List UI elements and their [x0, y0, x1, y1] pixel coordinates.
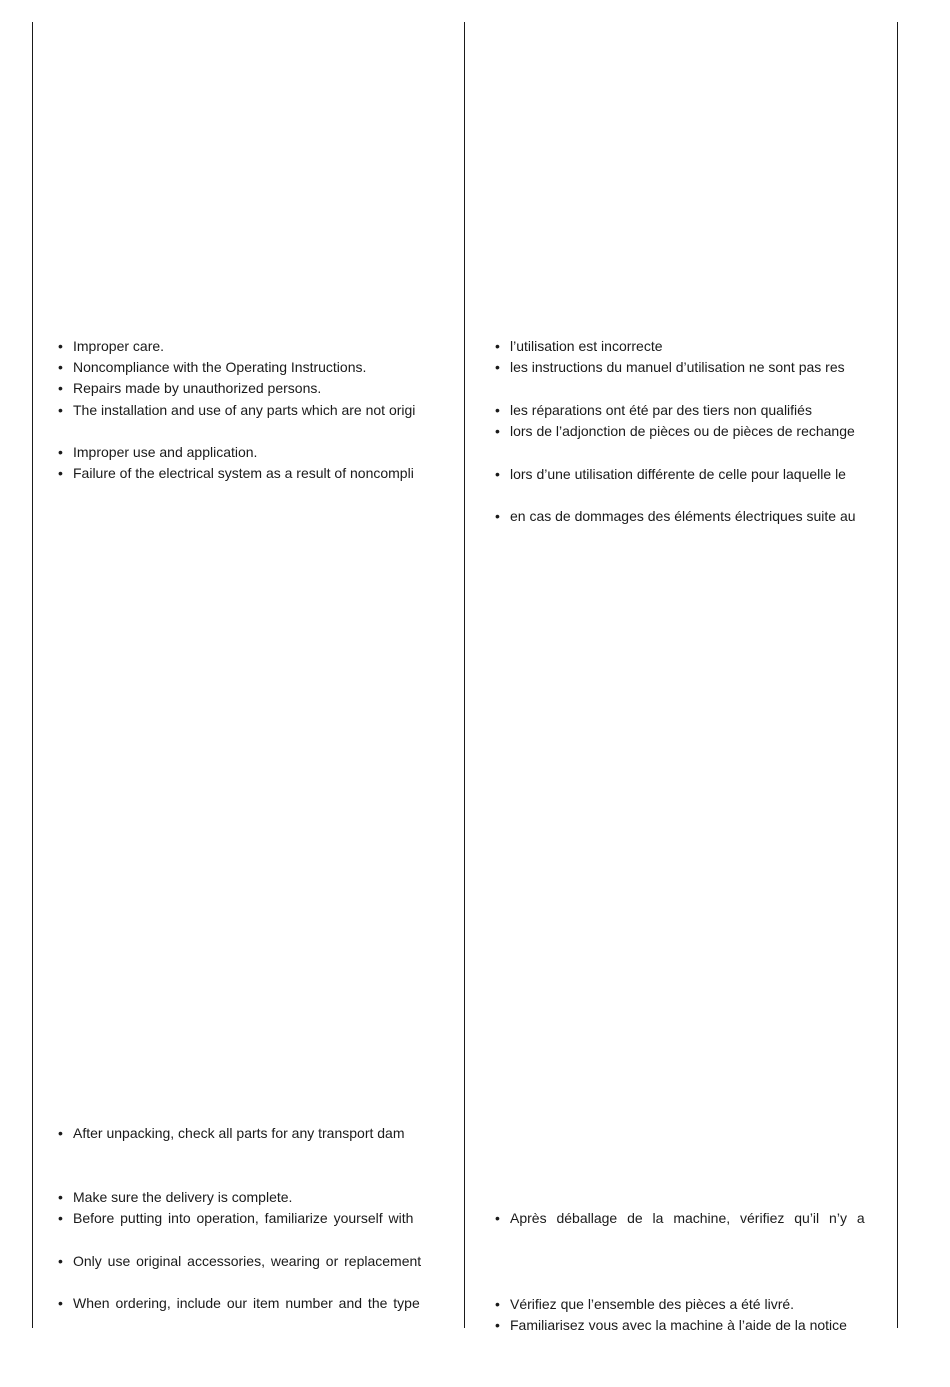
column-rule-right: [897, 22, 898, 1328]
list-item: • les réparations ont été par des tiers non qualifiés: [495, 402, 812, 418]
column-rule-middle: [464, 22, 465, 1328]
list-item: • Noncompliance with the Operating Instructions.: [58, 359, 367, 375]
list-item: • Vérifiez que l’ensemble des pièces a été livré.: [495, 1296, 795, 1312]
list-item: • l’utilisation est incorrecte: [495, 338, 663, 354]
list-item: • en cas de dommages des éléments électriques suite au: [495, 508, 856, 524]
list-item: • Repairs made by unauthorized persons.: [58, 380, 322, 396]
list-item: • Improper use and application.: [58, 444, 258, 460]
list-item: • lors de l’adjonction de pièces ou de pièces de rechange: [495, 423, 855, 439]
column-rule-left: [32, 22, 33, 1328]
list-item: • Make sure the delivery is complete.: [58, 1189, 293, 1205]
list-item: • Before putting into operation, familiarize yourself with: [58, 1210, 414, 1226]
list-item: • Après déballage de la machine, vérifiez qu’il n’y a: [495, 1210, 865, 1226]
french-column: [495, 0, 873, 1387]
list-item: • The installation and use of any parts which are not origi: [58, 402, 416, 418]
list-item: • les instructions du manuel d’utilisation ne sont pas res: [495, 359, 845, 375]
list-item: • Familiarisez vous avec la machine à l’aide de la notice: [495, 1317, 847, 1333]
list-item: • After unpacking, check all parts for any transport dam: [58, 1125, 405, 1141]
list-item: • Only use original accessories, wearing or replacement: [58, 1253, 422, 1269]
list-item: • Failure of the electrical system as a result of noncompli: [58, 465, 414, 481]
english-column: [58, 0, 438, 1387]
list-item: • Improper care.: [58, 338, 165, 354]
list-item: • lors d’une utilisation différente de celle pour laquelle le: [495, 466, 846, 482]
list-item: • When ordering, include our item number and the type: [58, 1295, 420, 1311]
